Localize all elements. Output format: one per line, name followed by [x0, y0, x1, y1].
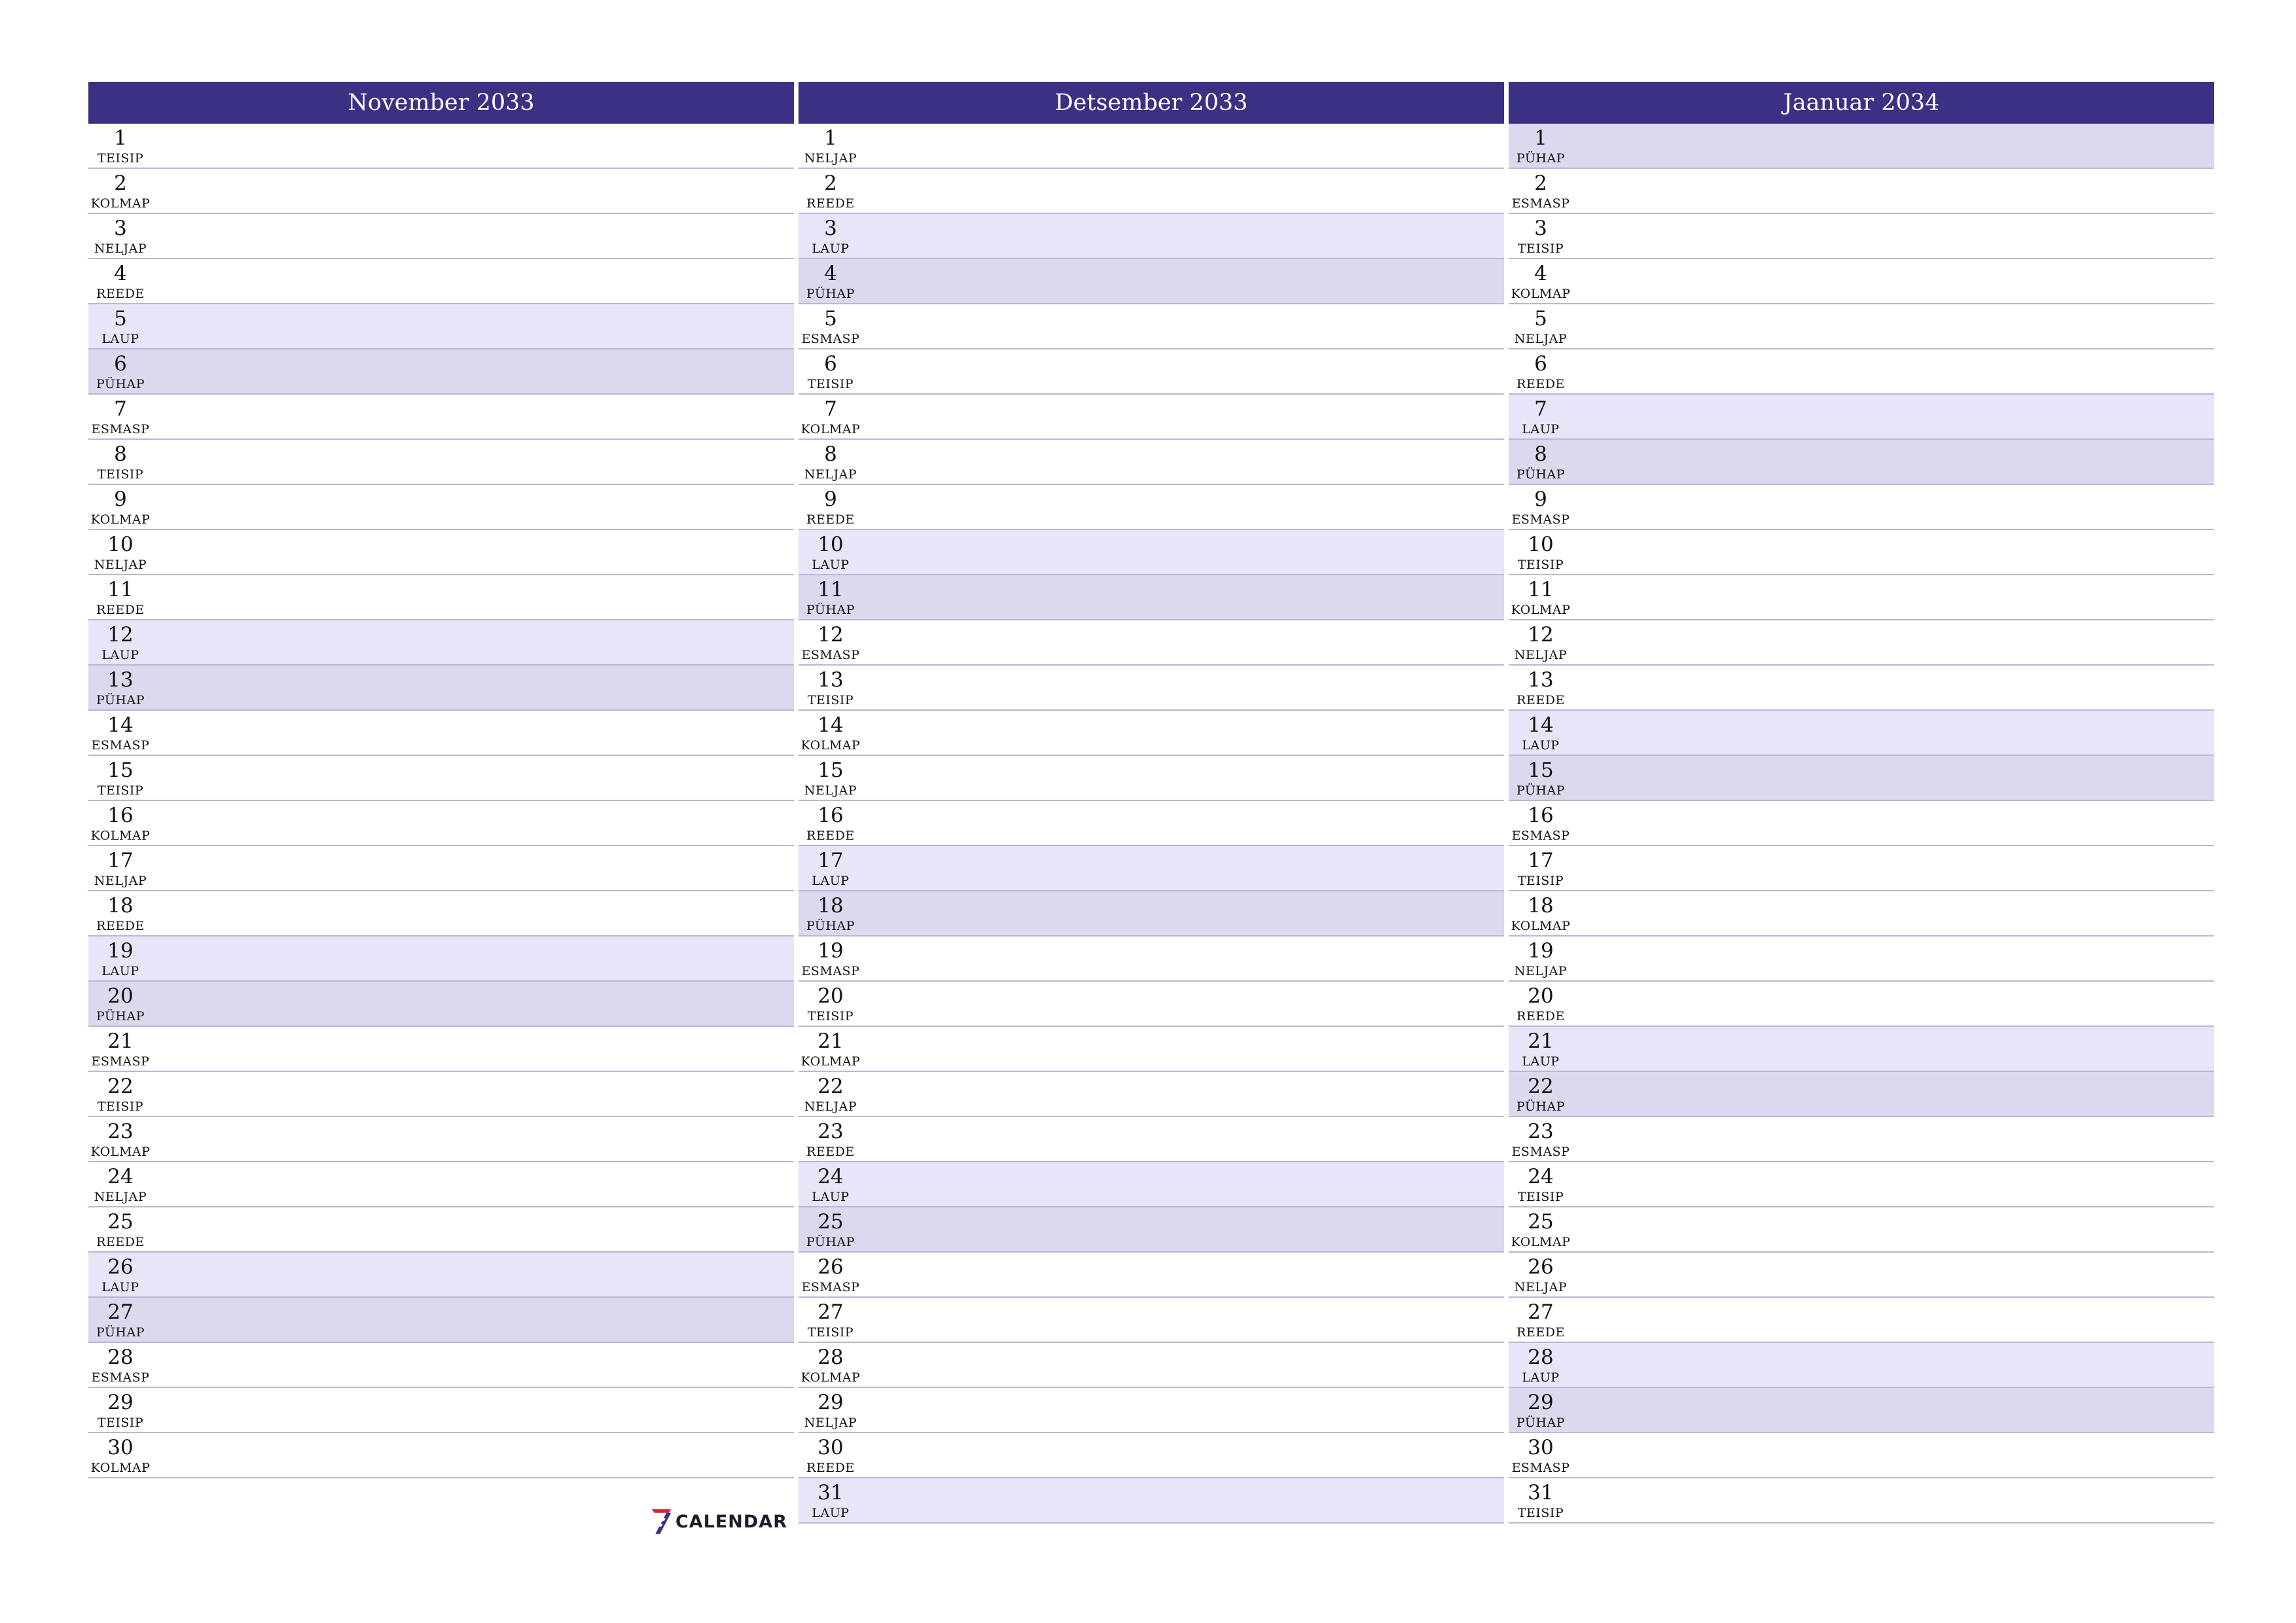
weekday-name: LAUP [812, 1506, 850, 1520]
day-row [88, 620, 794, 666]
day-row [1509, 304, 2214, 349]
day-row [798, 801, 1504, 846]
weekday-name: ESMASP [91, 1370, 150, 1385]
weekday-name: ESMASP [91, 738, 150, 753]
weekday-name: NELJAP [94, 558, 147, 572]
day-row [798, 982, 1504, 1027]
day-row [88, 982, 794, 1027]
day-number: 24 [817, 1165, 844, 1188]
day-row [88, 1027, 794, 1072]
day-number: 28 [107, 1346, 134, 1369]
day-row [1509, 485, 2214, 530]
weekday-name: ESMASP [801, 964, 860, 978]
day-row [1509, 1388, 2214, 1433]
weekday-name: KOLMAP [1511, 1235, 1571, 1249]
day-number: 9 [114, 488, 127, 511]
day-row [88, 1388, 794, 1433]
day-number: 10 [817, 533, 844, 556]
day-row [1509, 1027, 2214, 1072]
day-row [1509, 891, 2214, 936]
weekday-name: PÜHAP [806, 919, 855, 933]
weekday-name: REEDE [806, 1145, 855, 1159]
weekday-name: PÜHAP [96, 1009, 145, 1024]
weekday-name: NELJAP [94, 1190, 147, 1204]
weekday-name: ESMASP [1511, 196, 1570, 211]
day-number: 31 [1528, 1481, 1554, 1505]
weekday-name: TEISIP [1517, 558, 1564, 572]
weekday-name: PÜHAP [96, 1325, 145, 1340]
day-row [1509, 846, 2214, 891]
day-number: 5 [824, 307, 837, 330]
weekday-name: REEDE [96, 287, 145, 301]
weekday-name: KOLMAP [800, 1054, 861, 1069]
day-number: 7 [824, 397, 837, 421]
day-list [1509, 124, 2214, 1524]
day-number: 25 [1528, 1210, 1554, 1234]
weekday-name: REEDE [96, 603, 145, 617]
day-number: 4 [824, 262, 837, 285]
day-number: 4 [114, 262, 127, 285]
weekday-name: ESMASP [1511, 1461, 1570, 1475]
day-number: 26 [107, 1255, 134, 1279]
weekday-name: TEISIP [97, 1416, 144, 1430]
day-row [88, 1343, 794, 1388]
day-number: 2 [114, 171, 127, 195]
day-number: 21 [1528, 1029, 1554, 1053]
day-number: 27 [1528, 1300, 1554, 1324]
month-january [1509, 82, 2214, 1524]
day-number: 7 [114, 397, 127, 421]
day-list [798, 124, 1504, 1524]
day-row [88, 666, 794, 711]
weekday-name: NELJAP [1514, 964, 1568, 978]
day-number: 25 [107, 1210, 134, 1234]
day-row [1509, 1478, 2214, 1524]
weekday-name: KOLMAP [800, 422, 861, 437]
day-row [798, 666, 1504, 711]
day-row [88, 1162, 794, 1207]
weekday-name: LAUP [101, 964, 139, 978]
day-row [798, 1388, 1504, 1433]
day-number: 14 [817, 713, 844, 737]
day-number: 3 [114, 217, 127, 240]
day-number: 12 [107, 623, 134, 647]
weekday-name: PÜHAP [1516, 1099, 1566, 1114]
weekday-name: TEISIP [97, 467, 144, 482]
day-number: 18 [817, 894, 844, 918]
day-number: 22 [817, 1075, 844, 1098]
day-row [798, 756, 1504, 801]
day-number: 12 [817, 623, 844, 647]
weekday-name: REEDE [806, 829, 855, 843]
day-row [798, 1253, 1504, 1298]
weekday-name: LAUP [812, 1190, 850, 1204]
day-number: 16 [107, 804, 134, 827]
day-number: 5 [114, 307, 127, 330]
day-row [798, 530, 1504, 575]
day-row [1509, 1253, 2214, 1298]
day-number: 24 [1528, 1165, 1554, 1188]
weekday-name: NELJAP [1514, 332, 1568, 346]
day-number: 23 [1528, 1120, 1554, 1143]
day-number: 26 [1528, 1255, 1554, 1279]
day-number: 15 [107, 758, 134, 782]
day-number: 18 [1528, 894, 1554, 918]
day-number: 7 [1534, 397, 1547, 421]
weekday-name: REEDE [806, 196, 855, 211]
day-row [88, 1117, 794, 1162]
day-row [798, 936, 1504, 982]
day-number: 6 [1534, 352, 1547, 376]
day-row [798, 259, 1504, 304]
day-number: 19 [817, 939, 844, 963]
day-row [1509, 124, 2214, 169]
day-number: 29 [1528, 1391, 1554, 1414]
day-number: 13 [107, 668, 134, 692]
day-row [1509, 1207, 2214, 1253]
day-number: 5 [1534, 307, 1547, 330]
day-row [798, 440, 1504, 485]
weekday-name: KOLMAP [90, 512, 151, 527]
day-row [88, 1253, 794, 1298]
weekday-name: TEISIP [1517, 1190, 1564, 1204]
day-number: 3 [824, 217, 837, 240]
weekday-name: REEDE [1516, 377, 1565, 391]
day-number: 9 [824, 488, 837, 511]
weekday-name: NELJAP [804, 467, 857, 482]
day-row [1509, 1162, 2214, 1207]
day-number: 19 [1528, 939, 1554, 963]
day-list [88, 124, 794, 1478]
day-row [88, 575, 794, 620]
weekday-name: LAUP [1522, 1370, 1560, 1385]
day-number: 3 [1534, 217, 1547, 240]
day-row [798, 304, 1504, 349]
day-row [1509, 259, 2214, 304]
day-number: 29 [107, 1391, 134, 1414]
day-number: 30 [817, 1436, 844, 1459]
day-row [1509, 1433, 2214, 1478]
weekday-name: LAUP [101, 332, 139, 346]
day-number: 17 [1528, 849, 1554, 872]
day-row [88, 936, 794, 982]
day-row [798, 1298, 1504, 1343]
weekday-name: REEDE [1516, 1325, 1565, 1340]
day-number: 16 [817, 804, 844, 827]
weekday-name: PÜHAP [806, 603, 855, 617]
day-row [88, 259, 794, 304]
weekday-name: TEISIP [1517, 1506, 1564, 1520]
day-number: 17 [107, 849, 134, 872]
day-number: 8 [1534, 442, 1547, 466]
day-row [88, 485, 794, 530]
day-row [88, 1072, 794, 1117]
weekday-name: LAUP [812, 241, 850, 256]
weekday-name: KOLMAP [1511, 287, 1571, 301]
day-row [798, 711, 1504, 756]
day-number: 16 [1528, 804, 1554, 827]
day-row [88, 891, 794, 936]
day-row [1509, 440, 2214, 485]
weekday-name: TEISIP [97, 783, 144, 798]
day-number: 15 [1528, 758, 1554, 782]
day-row [88, 530, 794, 575]
day-row [1509, 936, 2214, 982]
day-row [798, 214, 1504, 259]
weekday-name: LAUP [1522, 422, 1560, 437]
day-number: 2 [824, 171, 837, 195]
day-number: 21 [817, 1029, 844, 1053]
day-number: 28 [817, 1346, 844, 1369]
day-row [1509, 801, 2214, 846]
day-row [88, 846, 794, 891]
day-row [798, 620, 1504, 666]
day-row [1509, 666, 2214, 711]
weekday-name: NELJAP [94, 241, 147, 256]
day-row [798, 485, 1504, 530]
weekday-name: REEDE [806, 512, 855, 527]
day-number: 10 [1528, 533, 1554, 556]
day-row [798, 1162, 1504, 1207]
weekday-name: ESMASP [801, 1280, 860, 1294]
weekday-name: KOLMAP [800, 1370, 861, 1385]
weekday-name: ESMASP [1511, 512, 1570, 527]
weekday-name: LAUP [812, 558, 850, 572]
weekday-name: TEISIP [807, 693, 854, 707]
seven-logo-icon [650, 1503, 673, 1541]
weekday-name: TEISIP [807, 1009, 854, 1024]
day-row [1509, 349, 2214, 395]
weekday-name: REEDE [96, 919, 145, 933]
day-number: 27 [817, 1300, 844, 1324]
day-row [798, 1433, 1504, 1478]
day-row [1509, 214, 2214, 259]
day-row [88, 124, 794, 169]
weekday-name: LAUP [101, 1280, 139, 1294]
day-row [798, 349, 1504, 395]
day-row [88, 801, 794, 846]
day-row [88, 1207, 794, 1253]
day-row [798, 124, 1504, 169]
weekday-name: LAUP [101, 648, 139, 662]
weekday-name: PÜHAP [806, 287, 855, 301]
weekday-name: PÜHAP [1516, 783, 1566, 798]
day-row [798, 169, 1504, 214]
weekday-name: KOLMAP [800, 738, 861, 753]
day-row [1509, 1117, 2214, 1162]
day-number: 25 [817, 1210, 844, 1234]
weekday-name: ESMASP [801, 648, 860, 662]
day-row [798, 1117, 1504, 1162]
day-number: 11 [817, 578, 844, 601]
day-number: 20 [107, 984, 134, 1008]
day-number: 26 [817, 1255, 844, 1279]
weekday-name: PÜHAP [1516, 467, 1566, 482]
weekday-name: NELJAP [804, 151, 857, 166]
day-number: 31 [817, 1481, 844, 1505]
month-november [88, 82, 794, 1478]
day-number: 21 [107, 1029, 134, 1053]
day-number: 17 [817, 849, 844, 872]
weekday-name: LAUP [1522, 738, 1560, 753]
weekday-name: ESMASP [1511, 829, 1570, 843]
day-row [1509, 1072, 2214, 1117]
weekday-name: PÜHAP [1516, 1416, 1566, 1430]
day-row [798, 846, 1504, 891]
weekday-name: ESMASP [801, 332, 860, 346]
day-number: 23 [817, 1120, 844, 1143]
weekday-name: KOLMAP [1511, 919, 1571, 933]
weekday-name: PÜHAP [806, 1235, 855, 1249]
weekday-name: ESMASP [91, 1054, 150, 1069]
weekday-name: REEDE [96, 1235, 145, 1249]
day-number: 12 [1528, 623, 1554, 647]
day-row [88, 711, 794, 756]
day-number: 11 [1528, 578, 1554, 601]
day-row [88, 304, 794, 349]
day-number: 29 [817, 1391, 844, 1414]
day-number: 19 [107, 939, 134, 963]
day-row [798, 1072, 1504, 1117]
day-number: 28 [1528, 1346, 1554, 1369]
day-row [798, 1207, 1504, 1253]
weekday-name: REEDE [1516, 693, 1565, 707]
day-row [1509, 1343, 2214, 1388]
day-row [1509, 711, 2214, 756]
month-december [798, 82, 1504, 1524]
day-number: 1 [824, 126, 837, 150]
weekday-name: PÜHAP [96, 377, 145, 391]
day-number: 6 [824, 352, 837, 376]
weekday-name: TEISIP [1517, 874, 1564, 888]
day-row [88, 1298, 794, 1343]
weekday-name: NELJAP [1514, 648, 1568, 662]
day-number: 1 [114, 126, 127, 150]
weekday-name: NELJAP [804, 783, 857, 798]
day-row [1509, 395, 2214, 440]
day-number: 30 [107, 1436, 134, 1459]
weekday-name: KOLMAP [90, 829, 151, 843]
day-row [88, 349, 794, 395]
weekday-name: KOLMAP [1511, 603, 1571, 617]
day-row [1509, 1298, 2214, 1343]
day-row [798, 395, 1504, 440]
day-number: 30 [1528, 1436, 1554, 1459]
day-row [88, 169, 794, 214]
day-number: 2 [1534, 171, 1547, 195]
weekday-name: REEDE [1516, 1009, 1565, 1024]
day-number: 15 [817, 758, 844, 782]
weekday-name: LAUP [1522, 1054, 1560, 1069]
month-title: Jaanuar 2034 [1509, 82, 2214, 124]
day-number: 22 [107, 1075, 134, 1098]
day-row [88, 756, 794, 801]
day-number: 14 [1528, 713, 1554, 737]
weekday-name: LAUP [812, 874, 850, 888]
day-number: 18 [107, 894, 134, 918]
weekday-name: KOLMAP [90, 196, 151, 211]
month-title: Detsember 2033 [798, 82, 1504, 124]
day-row [798, 575, 1504, 620]
day-number: 9 [1534, 488, 1547, 511]
day-row [1509, 620, 2214, 666]
weekday-name: NELJAP [804, 1099, 857, 1114]
day-number: 27 [107, 1300, 134, 1324]
weekday-name: TEISIP [97, 151, 144, 166]
day-row [1509, 982, 2214, 1027]
day-row [1509, 575, 2214, 620]
weekday-name: NELJAP [804, 1416, 857, 1430]
day-number: 4 [1534, 262, 1547, 285]
day-number: 20 [1528, 984, 1554, 1008]
month-title: November 2033 [88, 82, 794, 124]
day-row [798, 1027, 1504, 1072]
day-row [798, 891, 1504, 936]
weekday-name: KOLMAP [90, 1145, 151, 1159]
weekday-name: KOLMAP [90, 1461, 151, 1475]
day-row [1509, 756, 2214, 801]
day-number: 24 [107, 1165, 134, 1188]
day-number: 13 [1528, 668, 1554, 692]
day-row [88, 214, 794, 259]
day-row [88, 440, 794, 485]
day-number: 10 [107, 533, 134, 556]
day-number: 1 [1534, 126, 1547, 150]
day-row [798, 1343, 1504, 1388]
weekday-name: NELJAP [1514, 1280, 1568, 1294]
day-number: 8 [824, 442, 837, 466]
weekday-name: NELJAP [94, 874, 147, 888]
weekday-name: TEISIP [807, 1325, 854, 1340]
weekday-name: ESMASP [91, 422, 150, 437]
day-number: 14 [107, 713, 134, 737]
day-row [1509, 530, 2214, 575]
weekday-name: TEISIP [97, 1099, 144, 1114]
day-row [88, 1433, 794, 1478]
day-number: 8 [114, 442, 127, 466]
day-number: 22 [1528, 1075, 1554, 1098]
day-row [1509, 169, 2214, 214]
day-number: 23 [107, 1120, 134, 1143]
logo-text: CALENDAR [675, 1511, 787, 1532]
weekday-name: REEDE [806, 1461, 855, 1475]
day-row [88, 395, 794, 440]
day-number: 6 [114, 352, 127, 376]
day-number: 20 [817, 984, 844, 1008]
day-number: 11 [107, 578, 134, 601]
day-number: 13 [817, 668, 844, 692]
calendar-logo [650, 1502, 787, 1541]
weekday-name: TEISIP [807, 377, 854, 391]
weekday-name: TEISIP [1517, 241, 1564, 256]
day-row [798, 1478, 1504, 1524]
weekday-name: PÜHAP [1516, 151, 1566, 166]
weekday-name: PÜHAP [96, 693, 145, 707]
weekday-name: ESMASP [1511, 1145, 1570, 1159]
